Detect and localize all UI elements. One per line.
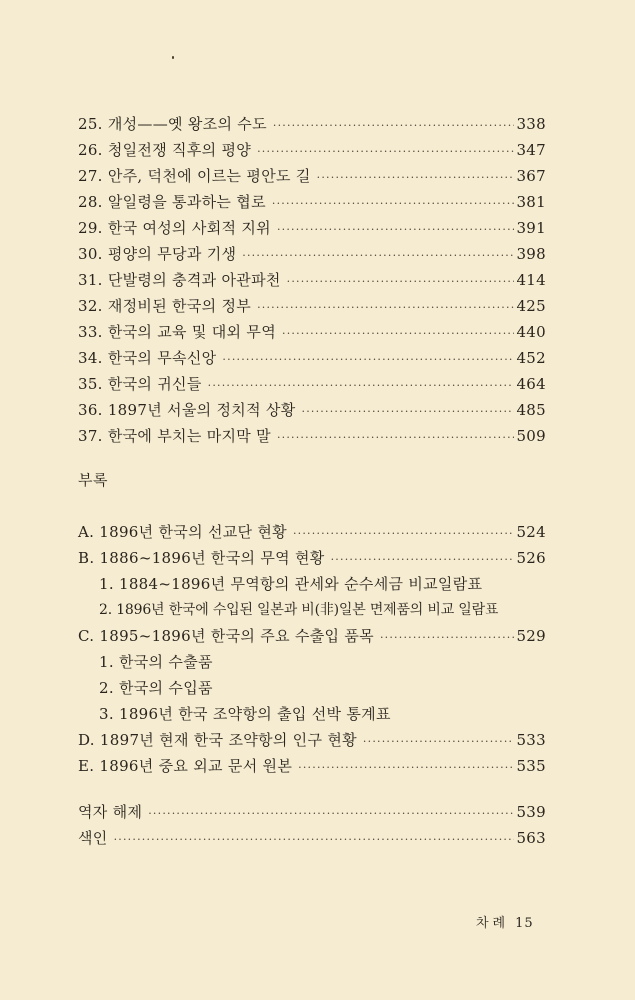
entry-label: 27. 안주, 덕천에 이르는 평안도 길 [78, 167, 311, 185]
entry-label: 색인 [78, 829, 108, 847]
entry-label: 32. 재정비된 한국의 정부 [78, 297, 252, 315]
entry-label: 30. 평양의 무당과 기생 [78, 245, 237, 263]
entry-label: 29. 한국 여성의 사회적 지위 [78, 219, 271, 237]
entry-label: 37. 한국에 부치는 마지막 말 [78, 427, 271, 445]
entry-page: 524 [516, 523, 546, 541]
entry-label: 34. 한국의 무속신앙 [78, 349, 217, 367]
entry-label: A. 1896년 한국의 선교단 현황 [78, 523, 287, 541]
appendix-heading: 부록 [78, 471, 108, 489]
entry-page: 347 [516, 141, 546, 159]
dot-leader [277, 426, 515, 450]
appendix-entry-a[interactable] [78, 520, 546, 544]
entry-label: C. 1895~1896년 한국의 주요 수출입 품목 [78, 627, 374, 645]
entry-label: 역자 해제 [78, 803, 143, 821]
entry-label: 36. 1897년 서울의 정치적 상황 [78, 401, 296, 419]
dot-leader [273, 114, 515, 138]
page-footer [476, 912, 534, 931]
entry-label: 3. 1896년 한국 조약항의 출입 선박 통계표 [99, 705, 391, 723]
dot-leader [302, 400, 515, 424]
entry-page: 367 [516, 167, 546, 185]
appendix-entry-e[interactable] [78, 754, 546, 778]
entry-label: 28. 알일령을 통과하는 협로 [78, 193, 266, 211]
entry-label: 35. 한국의 귀신들 [78, 375, 202, 393]
toc-entry-26[interactable] [78, 138, 546, 162]
entry-page: 391 [516, 219, 546, 237]
entry-label: B. 1886~1896년 한국의 무역 현황 [78, 549, 325, 567]
dot-leader [257, 140, 514, 164]
entry-page: 464 [516, 375, 546, 393]
entry-page: 539 [516, 803, 546, 821]
toc-entry-37[interactable] [78, 424, 546, 448]
entry-page: 452 [516, 349, 546, 367]
entry-label: 33. 한국의 교육 및 대외 무역 [78, 323, 276, 341]
entry-label: 1. 한국의 수출품 [99, 653, 213, 671]
appendix-entry-c[interactable] [78, 624, 546, 648]
toc-entry-index[interactable] [78, 826, 546, 850]
entry-page: 425 [516, 297, 546, 315]
toc-entry-29[interactable] [78, 216, 546, 240]
dot-leader [282, 322, 514, 346]
toc-entry-28[interactable] [78, 190, 546, 214]
appendix-entry-b[interactable] [78, 546, 546, 570]
toc-entry-30[interactable] [78, 242, 546, 266]
entry-page: 509 [516, 427, 546, 445]
appendix-subentry-c1[interactable] [99, 650, 546, 674]
entry-page: 485 [516, 401, 546, 419]
toc-entry-33[interactable] [78, 320, 546, 344]
toc-entry-25[interactable] [78, 112, 546, 136]
dot-leader [222, 348, 514, 372]
entry-label: 31. 단발령의 충격과 아관파천 [78, 271, 281, 289]
dot-leader [257, 296, 514, 320]
toc-entry-34[interactable] [78, 346, 546, 370]
toc-entry-27[interactable] [78, 164, 546, 188]
dot-leader [277, 218, 515, 242]
entry-label: 2. 한국의 수입품 [99, 679, 213, 697]
dot-leader [272, 192, 515, 216]
entry-page: 398 [516, 245, 546, 263]
dot-leader [287, 270, 515, 294]
entry-page: 533 [516, 731, 546, 749]
toc-entry-32[interactable] [78, 294, 546, 318]
dot-leader [242, 244, 514, 268]
footer-label: 차례 [476, 916, 510, 931]
toc-entry-36[interactable] [78, 398, 546, 422]
toc-entry-35[interactable] [78, 372, 546, 396]
entry-page: 529 [516, 627, 546, 645]
entry-page: 381 [516, 193, 546, 211]
dot-leader [380, 626, 515, 650]
dot-leader [114, 828, 515, 852]
dot-leader [208, 374, 515, 398]
appendix-subentry-c3[interactable] [99, 702, 546, 726]
entry-label: 26. 청일전쟁 직후의 평양 [78, 141, 252, 159]
dot-leader [298, 756, 514, 780]
dot-leader [148, 802, 514, 826]
page-number: 15 [515, 916, 534, 931]
appendix-subentry-c2[interactable] [99, 676, 546, 700]
entry-page: 563 [516, 829, 546, 847]
toc-entry-31[interactable] [78, 268, 546, 292]
ink-speck [172, 56, 174, 59]
entry-page: 440 [516, 323, 546, 341]
dot-leader [331, 548, 515, 572]
appendix-entry-d[interactable] [78, 728, 546, 752]
toc-entry-translator-note[interactable] [78, 800, 546, 824]
appendix-subentry-b1[interactable] [99, 572, 546, 596]
entry-page: 338 [516, 115, 546, 133]
entry-label: E. 1896년 중요 외교 문서 원본 [78, 757, 293, 775]
dot-leader [317, 166, 515, 190]
entry-label: 2. 1896년 한국에 수입된 일본과 비(非)일본 면제품의 비교 일람표 [99, 602, 499, 618]
entry-page: 526 [516, 549, 546, 567]
dot-leader [293, 522, 515, 546]
entry-label: 25. 개성——옛 왕조의 수도 [78, 115, 267, 133]
entry-label: 1. 1884~1896년 무역항의 관세와 순수세금 비교일람표 [99, 575, 483, 593]
appendix-subentry-b2[interactable] [99, 598, 546, 622]
dot-leader [363, 730, 515, 754]
entry-page: 535 [516, 757, 546, 775]
entry-label: D. 1897년 현재 한국 조약항의 인구 현황 [78, 731, 357, 749]
entry-page: 414 [516, 271, 546, 289]
